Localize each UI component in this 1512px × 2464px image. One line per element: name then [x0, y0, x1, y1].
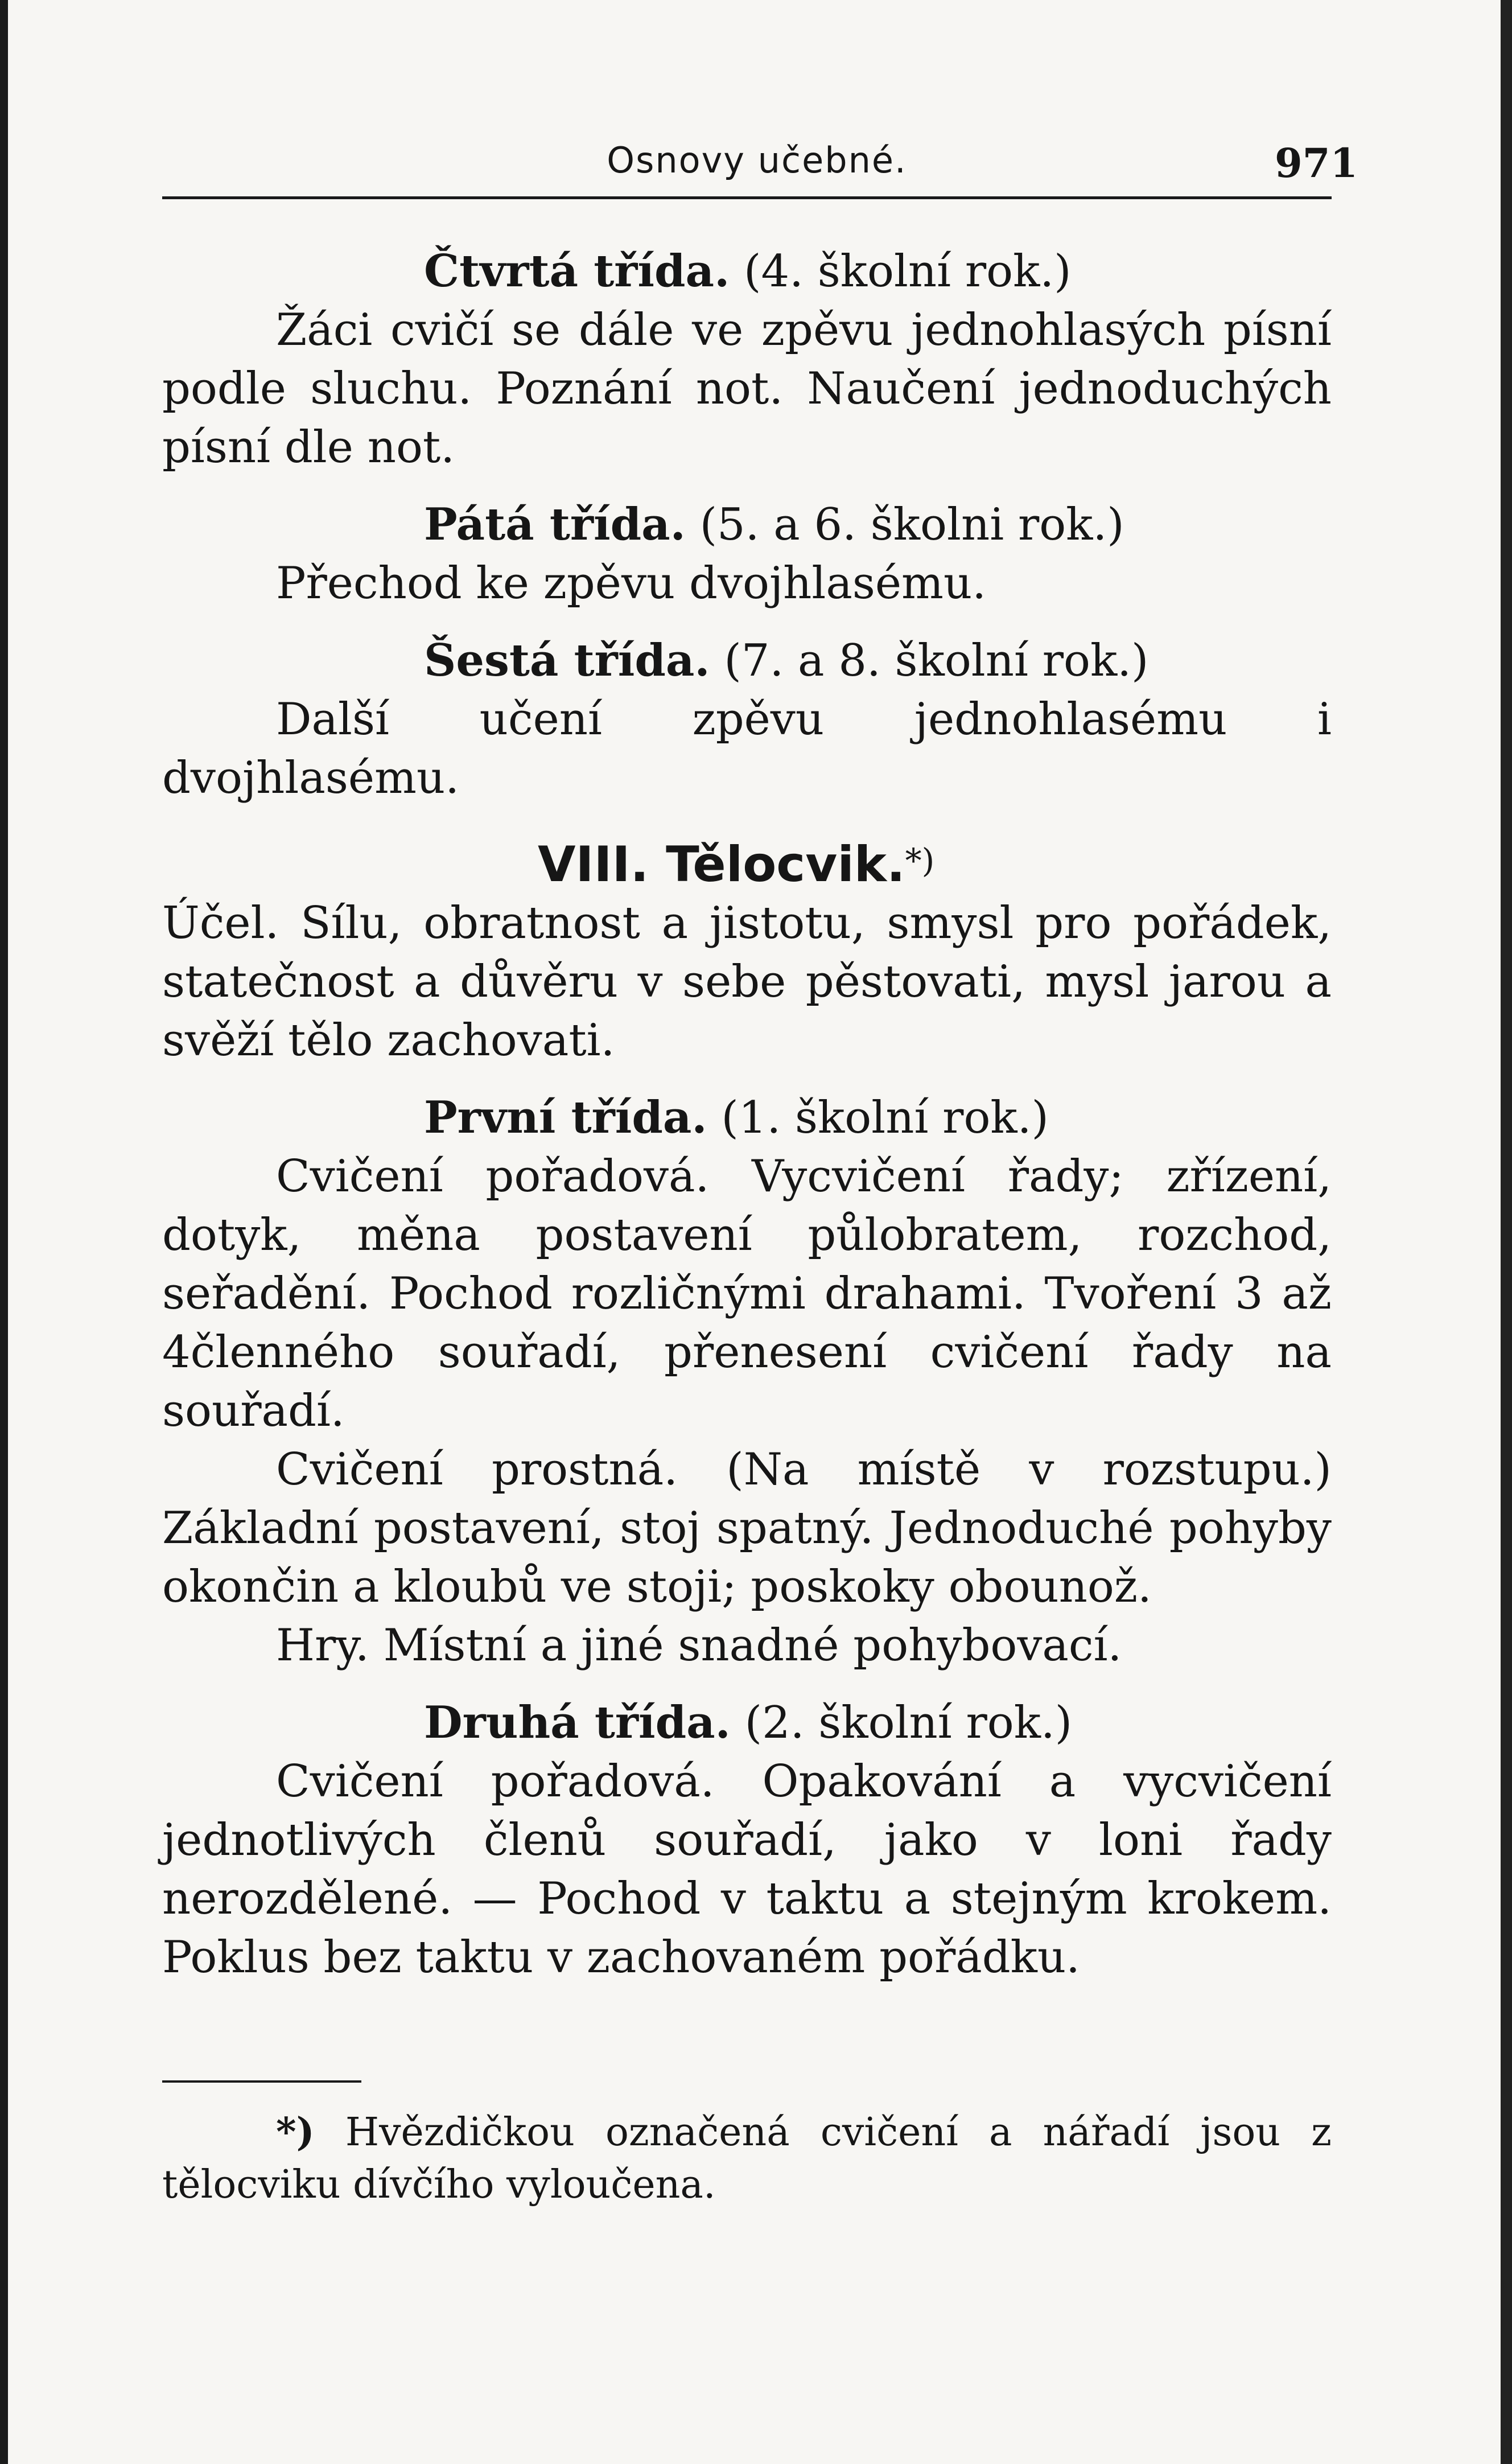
paragraph-cviceni-poradova — [162, 1147, 1332, 1441]
footnote-marker: *) — [905, 841, 935, 880]
purpose-label: Účel. — [162, 898, 279, 949]
chapter-heading — [162, 832, 1332, 894]
section-note: (4. školní rok.) — [744, 246, 1072, 297]
page-edge-left — [0, 0, 8, 2464]
running-head: Osnovy učebné. — [607, 139, 907, 181]
paragraph-label: Cvičení prostná. — [276, 1444, 678, 1495]
paragraph: Další učení zpěvu jednohlasému i dvojhlasému. — [162, 694, 1332, 804]
paragraph-text: Opakování a vycvičení jednotlivých členů souřadí, jako v loni řady nerozdělené. — Pochod v taktu a stejným krokem. Poklus bez taktu v zachovaném pořádku. — [162, 1756, 1332, 1983]
paragraph-label: Cvičení pořadová. — [276, 1151, 710, 1202]
section-heading-pata-trida — [162, 495, 1332, 554]
paragraph-cviceni-prostna — [162, 1441, 1332, 1616]
paragraph-label: Cvičení pořadová. — [276, 1756, 715, 1807]
header-rule — [162, 196, 1332, 199]
section-title: Šestá třída. — [424, 635, 710, 686]
section-title: Pátá třída. — [424, 499, 686, 550]
section-title: Druhá třída. — [424, 1697, 731, 1749]
chapter-title: VIII. Tělocvik. — [538, 836, 905, 893]
section-heading-ctvrta-trida — [162, 242, 1332, 301]
footnote — [162, 2106, 1332, 2211]
footnote-rule — [162, 2080, 361, 2083]
section-heading-sesta-trida — [162, 631, 1332, 690]
paragraph-hry — [162, 1616, 1332, 1675]
section-title: Čtvrtá třída. — [424, 245, 730, 297]
section-note: (2. školní rok.) — [744, 1697, 1073, 1749]
paragraph: Přechod ke zpěvu dvojhlasému. — [276, 558, 987, 609]
purpose-paragraph — [162, 894, 1332, 1070]
section-heading-prvni-trida — [162, 1088, 1332, 1147]
page-number: 971 — [1275, 139, 1358, 187]
paragraph-cviceni-poradova-2 — [162, 1753, 1332, 1987]
paragraph-text: Vycvičení řady; zřízení, dotyk, měna postavení půlobratem, rozchod, seřadění. Pochod rozličnými drahami. Tvoření 3 až 4členného souřadí, přenesení cvičení řady na souřadí. — [162, 1151, 1332, 1437]
footnote-text: Hvězdičkou označená cvičení a nářadí jsou z tělocviku dívčího vyloučena. — [162, 2110, 1332, 2207]
section-title: První třída. — [424, 1092, 707, 1143]
paragraph-text: (Na místě v rozstupu.) Základní postavení, stoj spatný. Jednoduché pohyby okončin a kloubů ve stoji; poskoky obounož. — [162, 1444, 1332, 1612]
page-body — [162, 242, 1332, 1987]
section-note: (1. školní rok.) — [721, 1092, 1049, 1143]
paragraph-text: Místní a jiné snadné pohybovací. — [383, 1620, 1122, 1671]
section-heading-druha-trida — [162, 1693, 1332, 1753]
page-edge-right — [1501, 0, 1512, 2464]
footnote-mark: *) — [276, 2109, 315, 2155]
purpose-text: Sílu, obratnost a jistotu, smysl pro pořádek, statečnost a důvěru v sebe pěstovati, mysl jarou a svěží tělo zachovati. — [162, 898, 1332, 1066]
section-note: (5. a 6. školni rok.) — [699, 499, 1124, 550]
paragraph-label: Hry. — [276, 1620, 369, 1671]
paragraph: Žáci cvičí se dále ve zpěvu jednohlasých písní podle sluchu. Poznání not. Naučení jednoduchých písní dle not. — [162, 305, 1332, 473]
section-note: (7. a 8. školní rok.) — [724, 635, 1149, 686]
